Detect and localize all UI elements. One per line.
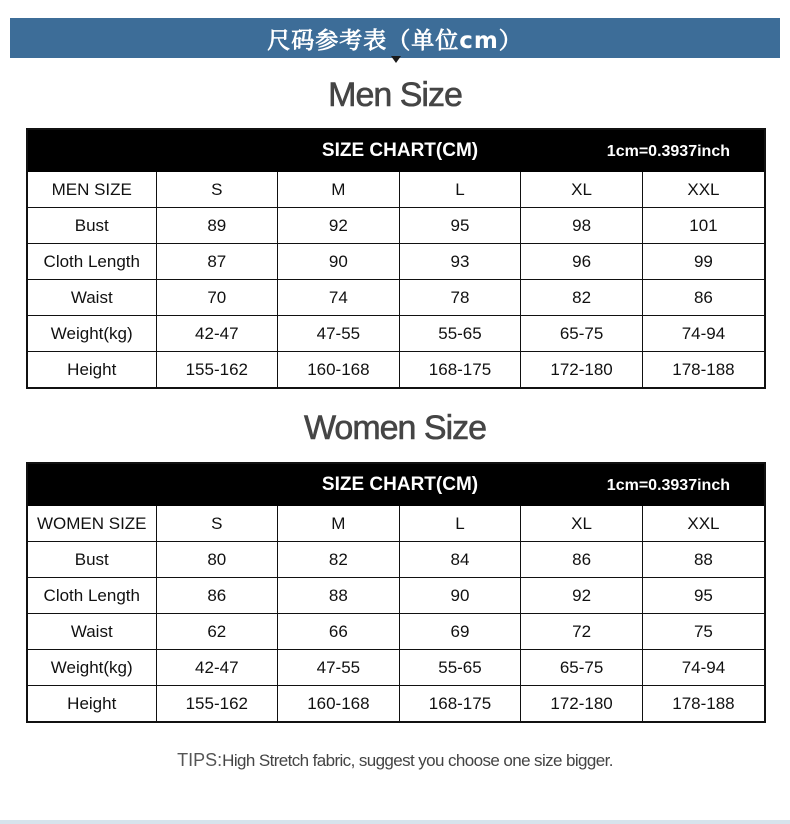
table-cell: 90 xyxy=(399,578,521,614)
men-chart-title: SIZE CHART(CM) xyxy=(321,140,479,161)
table-row xyxy=(28,650,764,686)
table-cell: 95 xyxy=(642,578,764,614)
row-label: Bust xyxy=(28,208,156,244)
table-cell: 47-55 xyxy=(278,650,400,686)
table-cell: 87 xyxy=(156,244,278,280)
table-cell: 172-180 xyxy=(521,686,643,722)
table-cell: 86 xyxy=(521,542,643,578)
table-cell: 155-162 xyxy=(156,686,278,722)
row-label: Cloth Length xyxy=(28,578,156,614)
table-header-row xyxy=(28,506,764,542)
men-section-title: Men Size xyxy=(328,76,462,114)
row-label: Waist xyxy=(28,614,156,650)
table-row xyxy=(28,686,764,722)
table-cell: 74-94 xyxy=(642,650,764,686)
men-unit-conversion: 1cm=0.3937inch xyxy=(606,143,730,160)
row-label: Height xyxy=(28,686,156,722)
table-cell: 80 xyxy=(156,542,278,578)
table-cell: 99 xyxy=(642,244,764,280)
table-cell: 74 xyxy=(278,280,400,316)
table-cell: 96 xyxy=(521,244,643,280)
table-header-cell: XL xyxy=(521,506,643,542)
table-row xyxy=(28,316,764,352)
table-cell: 69 xyxy=(399,614,521,650)
table-cell: 98 xyxy=(521,208,643,244)
table-cell: 47-55 xyxy=(278,316,400,352)
table-header-row xyxy=(28,172,764,208)
table-cell: 66 xyxy=(278,614,400,650)
table-row xyxy=(28,542,764,578)
row-label: Height xyxy=(28,352,156,388)
bottom-divider xyxy=(0,820,790,824)
table-header-cell: M xyxy=(278,172,400,208)
table-header-cell: M xyxy=(278,506,400,542)
table-cell: 90 xyxy=(278,244,400,280)
table-cell: 82 xyxy=(521,280,643,316)
banner-title: 尺码参考表（单位cm） xyxy=(267,27,523,54)
table-cell: 95 xyxy=(399,208,521,244)
table-cell: 160-168 xyxy=(278,352,400,388)
table-row xyxy=(28,352,764,388)
table-cell: 65-75 xyxy=(521,316,643,352)
tips-label: TIPS: xyxy=(177,750,223,770)
table-cell: 88 xyxy=(642,542,764,578)
table-cell: 86 xyxy=(156,578,278,614)
table-cell: 93 xyxy=(399,244,521,280)
women-chart-header xyxy=(28,464,764,506)
table-header-cell: XL xyxy=(521,172,643,208)
table-cell: 160-168 xyxy=(278,686,400,722)
table-cell: 42-47 xyxy=(156,316,278,352)
table-cell: 84 xyxy=(399,542,521,578)
table-cell: 75 xyxy=(642,614,764,650)
table-cell: 55-65 xyxy=(399,316,521,352)
table-cell: 78 xyxy=(399,280,521,316)
size-reference-banner xyxy=(10,18,780,58)
table-row xyxy=(28,578,764,614)
row-label: Cloth Length xyxy=(28,244,156,280)
table-cell: 172-180 xyxy=(521,352,643,388)
table-header-cell: WOMEN SIZE xyxy=(28,506,156,542)
table-cell: 86 xyxy=(642,280,764,316)
table-cell: 168-175 xyxy=(399,352,521,388)
tips-note xyxy=(0,750,790,771)
row-label: Weight(kg) xyxy=(28,650,156,686)
table-cell: 88 xyxy=(278,578,400,614)
women-size-chart xyxy=(26,462,766,723)
table-cell: 92 xyxy=(521,578,643,614)
tips-text: High Stretch fabric, suggest you choose one size bigger. xyxy=(222,751,613,770)
table-cell: 62 xyxy=(156,614,278,650)
women-chart-title: SIZE CHART(CM) xyxy=(321,474,479,495)
women-unit-conversion: 1cm=0.3937inch xyxy=(606,477,730,494)
table-row xyxy=(28,208,764,244)
table-header-cell: S xyxy=(156,506,278,542)
table-row xyxy=(28,244,764,280)
row-label: Bust xyxy=(28,542,156,578)
table-header-cell: L xyxy=(399,172,521,208)
banner-pointer-icon xyxy=(391,56,401,63)
table-header-cell: S xyxy=(156,172,278,208)
table-cell: 42-47 xyxy=(156,650,278,686)
table-cell: 74-94 xyxy=(642,316,764,352)
table-row xyxy=(28,614,764,650)
table-header-cell: L xyxy=(399,506,521,542)
table-row xyxy=(28,280,764,316)
table-cell: 155-162 xyxy=(156,352,278,388)
table-cell: 178-188 xyxy=(642,352,764,388)
table-cell: 89 xyxy=(156,208,278,244)
table-header-cell: MEN SIZE xyxy=(28,172,156,208)
women-section-title: Women Size xyxy=(303,409,487,447)
table-cell: 72 xyxy=(521,614,643,650)
table-cell: 82 xyxy=(278,542,400,578)
table-cell: 65-75 xyxy=(521,650,643,686)
row-label: Waist xyxy=(28,280,156,316)
table-cell: 178-188 xyxy=(642,686,764,722)
table-header-cell: XXL xyxy=(642,506,764,542)
table-cell: 92 xyxy=(278,208,400,244)
row-label: Weight(kg) xyxy=(28,316,156,352)
men-size-table xyxy=(28,172,764,387)
table-cell: 101 xyxy=(642,208,764,244)
women-size-table xyxy=(28,506,764,721)
table-cell: 55-65 xyxy=(399,650,521,686)
table-header-cell: XXL xyxy=(642,172,764,208)
table-cell: 168-175 xyxy=(399,686,521,722)
table-cell: 70 xyxy=(156,280,278,316)
men-chart-header xyxy=(28,130,764,172)
men-size-chart xyxy=(26,128,766,389)
